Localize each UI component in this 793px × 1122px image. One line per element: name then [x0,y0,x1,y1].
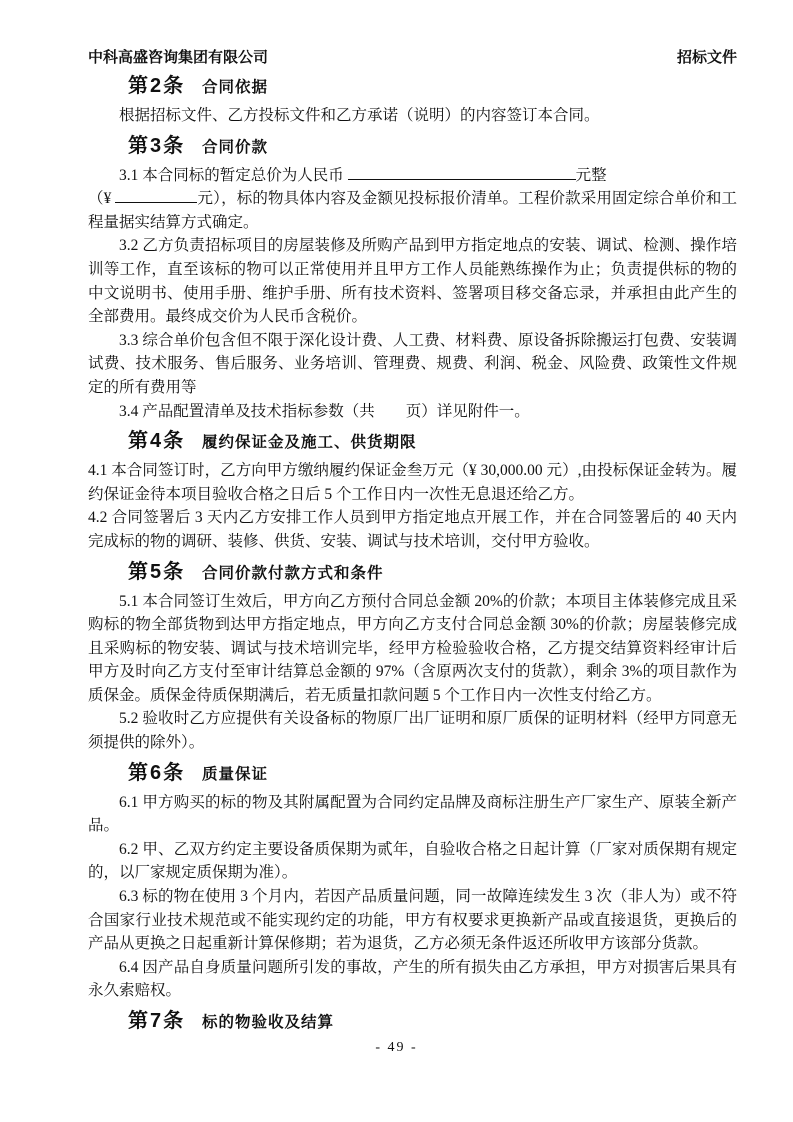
article-2-title: 合同依据 [202,79,269,96]
article-7-title: 标的物验收及结算 [202,1014,335,1031]
article-3-title: 合同价款 [202,138,269,156]
company-name: 中科高盛咨询集团有限公司 [88,50,269,66]
paragraph-5-2: 5.2 验收时乙方应提供有关设备标的物原厂出厂证明和原厂质保的证明材料（经甲方同意无须提供的除外）。 [88,710,737,752]
paragraph-5-1: 5.1 本合同签订生效后，甲方向乙方预付合同总金额 20%的价款；本项目主体装修完成且采购标的物全部货物到达甲方指定地点，甲方向乙方支付合同总金额 30%的价款；房屋装修完成且采购标的物安装、调试与技术培训完毕，经甲方检验验收合格，乙方提交结算资料经审计后甲方及时向乙方支付至审计结算总金额的 97%（含原两次支付的货款），剩余 3%的项目款作为质保金。质保金待质保期满后，若无质量扣款问题 5 个工作日内一次性支付给乙方。 [88,592,737,704]
document-type-label: 招标文件 [676,50,737,66]
paragraph-6-2: 6.2 甲、乙双方约定主要设备质保期为贰年，自验收合格之日起计算（厂家对质保期有规定的，以厂家规定质保期为准）。 [88,840,737,882]
paragraph-6-1: 6.1 甲方购买的标的物及其附属配置为合同约定品牌及商标注册生产厂家生产、原装全新产品。 [88,793,737,835]
fill-in-blank-total-price [348,165,576,180]
paragraph-3-1-suffix: 元整 [575,166,607,184]
article-heading-4 [88,428,737,456]
paragraph-6-3: 6.3 标的物在使用 3 个月内，若因产品质量问题，同一故障连续发生 3 次（非人为）或不符合国家行业技术规范或不能实现约定的功能，甲方有权要求更换新产品或直接退货，更换后的产品从更换之日起重新计算保修期；若为退货，乙方必须无条件返还所收甲方该部分货款。 [88,888,737,953]
document-body [88,73,737,1036]
paragraph-6-4: 6.4 因产品自身质量问题所引发的事故，产生的所有损失由乙方承担，甲方对损害后果具有永久索赔权。 [88,958,737,1000]
paragraph-3-1 [88,164,737,188]
article-2-number: 第2条 [128,75,186,97]
page-header [88,46,737,67]
paragraph-4-1: 4.1 本合同签订时，乙方向甲方缴纳履约保证金叁万元（¥ 30,000.00 元）,由投标保证金转为。履约保证金待本项目验收合格之日后 5 个工作日内一次性无息退还给乙方。 [88,462,737,503]
page-number: - 49 - [375,1040,418,1055]
article-7-number: 第7条 [128,1010,186,1032]
article-6-title: 质量保证 [202,765,269,783]
paragraph-3-1-prefix: 3.1 本合同标的暂定总价为人民币 [119,166,344,184]
paragraph-3-1b [88,187,737,234]
paragraph-3-2: 3.2 乙方负责招标项目的房屋装修及所购产品到甲方指定地点的安装、调试、检测、操作培训等工作，直至该标的物可以正常使用并且甲方工作人员能熟练操作为止；负责提供标的物的中文说明书、使用手册、维护手册、所有技术资料、签署项目移交备忘录，并承担由此产生的全部费用。最终成交价为人民币含税价。 [88,237,737,326]
paragraph-2-1: 根据招标文件、乙方投标文件和乙方承诺（说明）的内容签订本合同。 [119,107,600,124]
article-3-number: 第3条 [128,134,186,157]
paragraph-3-3: 3.3 综合单价包含但不限于深化设计费、人工费、材料费、原设备拆除搬运打包费、安装调试费、技术服务、售后服务、业务培训、管理费、规费、利润、税金、风险费、政策性文件规定的所有费用等 [88,331,737,396]
fill-in-blank-amount-figures [115,188,197,203]
paragraph-3-1b-suffix: 元），标的物具体内容及金额见投标报价清单。工程价款采用固定综合单价和工程量据实结算方式确定。 [88,190,737,231]
paragraph-3-4: 3.4 产品配置清单及技术指标参数（共 页）详见附件一。 [119,402,530,420]
article-6-number: 第6条 [128,761,186,784]
article-heading-3 [88,133,737,161]
article-heading-6 [88,760,737,788]
article-5-title: 合同价款付款方式和条件 [202,564,384,582]
paragraph-4-2: 4.2 合同签署后 3 天内乙方安排工作人员到甲方指定地点开展工作，并在合同签署后的 40 天内完成标的物的调研、装修、供货、安装、调试与技术培训，交付甲方验收。 [88,509,737,550]
article-5-number: 第5条 [128,560,186,583]
article-heading-7 [88,1008,737,1036]
paragraph-3-1b-prefix: （¥ [88,190,112,208]
article-heading-2 [88,73,737,101]
article-4-number: 第4条 [128,430,186,453]
article-heading-5 [88,559,737,587]
article-4-title: 履约保证金及施工、供货期限 [202,434,417,452]
